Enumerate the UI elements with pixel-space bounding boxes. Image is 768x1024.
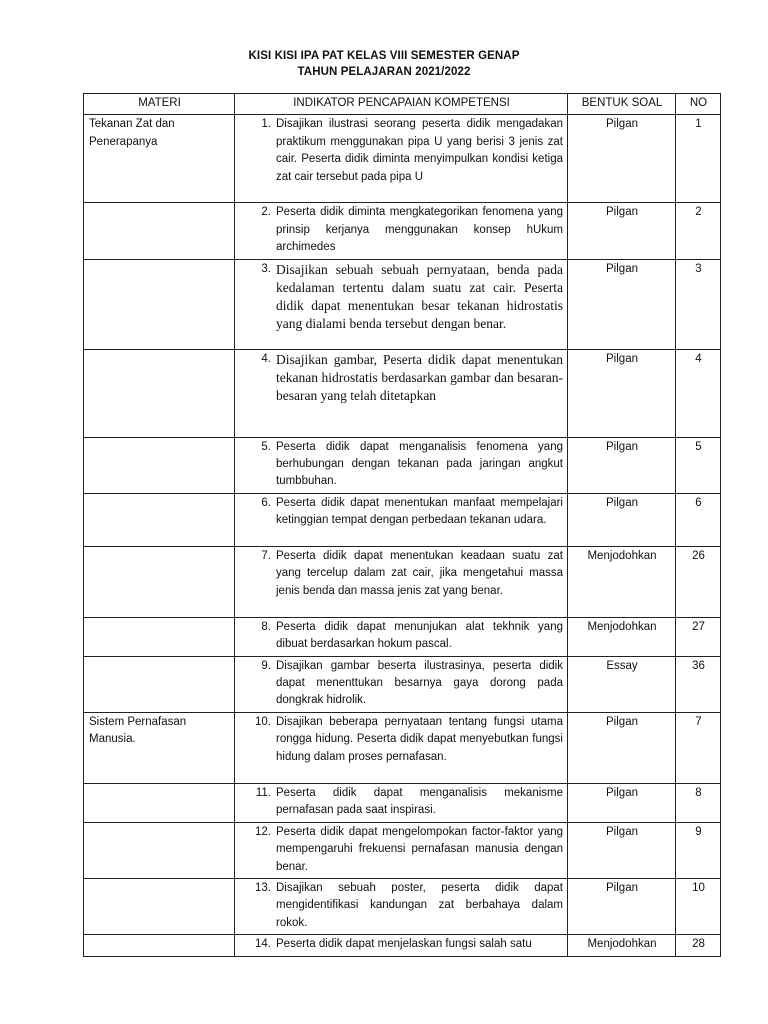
materi-cell bbox=[84, 493, 235, 546]
table-row bbox=[84, 203, 721, 259]
indikator-text: Disajikan beberapa pernyataan tentang fungsi utama rongga hidung. Peserta didik dapat menyebutkan fungsi hidung dalam proses pernafasan. bbox=[276, 715, 563, 763]
table-row bbox=[84, 783, 721, 822]
bentuk-soal-cell: Pilgan bbox=[568, 437, 676, 493]
materi-cell bbox=[84, 259, 235, 349]
bentuk-soal-cell: Menjodohkan bbox=[568, 935, 676, 956]
indikator-cell bbox=[235, 259, 568, 349]
indikator-cell bbox=[235, 349, 568, 437]
no-cell: 1 bbox=[676, 115, 721, 203]
indikator-cell bbox=[235, 437, 568, 493]
table-row bbox=[84, 259, 721, 349]
item-number: 11. bbox=[255, 786, 271, 799]
bentuk-soal-cell: Menjodohkan bbox=[568, 546, 676, 617]
no-cell: 10 bbox=[676, 878, 721, 934]
indikator-cell bbox=[235, 935, 568, 956]
indikator-text: Disajikan gambar beserta ilustrasinya, peserta didik dapat menenttukan besarnya gaya dorong pada dongkrak hidrolik. bbox=[276, 659, 563, 707]
item-number: 2. bbox=[261, 206, 271, 219]
indikator-cell bbox=[235, 617, 568, 656]
bentuk-soal-cell: Essay bbox=[568, 656, 676, 712]
materi-cell bbox=[84, 203, 235, 259]
item-number: 3. bbox=[261, 262, 271, 275]
indikator-cell bbox=[235, 822, 568, 878]
materi-cell: Sistem Pernafasan Manusia. bbox=[84, 712, 235, 783]
table-header-row bbox=[84, 94, 721, 115]
indikator-cell bbox=[235, 203, 568, 259]
table-row bbox=[84, 437, 721, 493]
item-number: 14. bbox=[255, 938, 271, 951]
header-materi: MATERI bbox=[84, 94, 235, 115]
materi-cell bbox=[84, 822, 235, 878]
bentuk-soal-cell: Pilgan bbox=[568, 349, 676, 437]
item-number: 4. bbox=[261, 352, 271, 365]
document-subtitle: TAHUN PELAJARAN 2021/2022 bbox=[297, 66, 471, 78]
indikator-text: Peserta didik dapat menunjukan alat tekhnik yang dibuat berdasarkan hokum pascal. bbox=[276, 620, 563, 651]
table-row bbox=[84, 935, 721, 956]
indikator-text: Peserta didik dapat menganalisis mekanisme pernafasan pada saat inspirasi. bbox=[276, 786, 563, 817]
item-number: 10. bbox=[255, 715, 271, 728]
materi-cell bbox=[84, 656, 235, 712]
indikator-text: Peserta didik dapat menganalisis fenomena yang berhubungan dengan tekanan pada jaringan angkut tumbbuhan. bbox=[276, 440, 563, 488]
indikator-cell bbox=[235, 656, 568, 712]
indikator-text: Disajikan gambar, Peserta didik dapat menentukan tekanan hidrostatis berdasarkan gambar dan besaran-besaran yang telah ditetapkan bbox=[276, 351, 563, 403]
no-cell: 4 bbox=[676, 349, 721, 437]
bentuk-soal-cell: Menjodohkan bbox=[568, 617, 676, 656]
item-number: 6. bbox=[261, 496, 271, 509]
bentuk-soal-cell: Pilgan bbox=[568, 259, 676, 349]
materi-cell bbox=[84, 437, 235, 493]
no-cell: 6 bbox=[676, 493, 721, 546]
materi-cell bbox=[84, 935, 235, 956]
table-row bbox=[84, 493, 721, 546]
materi-cell bbox=[84, 617, 235, 656]
table-row bbox=[84, 115, 721, 203]
item-number: 9. bbox=[261, 659, 271, 672]
table-row bbox=[84, 656, 721, 712]
no-cell: 3 bbox=[676, 259, 721, 349]
item-number: 7. bbox=[261, 549, 271, 562]
no-cell: 8 bbox=[676, 783, 721, 822]
kisi-kisi-table bbox=[83, 93, 721, 957]
document-title: KISI KISI IPA PAT KELAS VIII SEMESTER GENAP bbox=[248, 50, 520, 62]
no-cell: 7 bbox=[676, 712, 721, 783]
materi-cell bbox=[84, 349, 235, 437]
indikator-cell bbox=[235, 546, 568, 617]
item-number: 1. bbox=[261, 118, 271, 131]
no-cell: 5 bbox=[676, 437, 721, 493]
indikator-cell bbox=[235, 493, 568, 546]
indikator-text: Peserta didik dapat menjelaskan fungsi salah satu bbox=[276, 938, 532, 951]
indikator-cell bbox=[235, 712, 568, 783]
no-cell: 28 bbox=[676, 935, 721, 956]
indikator-text: Disajikan sebuah sebuah pernyataan, benda pada kedalaman tertentu dalam suatu zat cair. Peserta didik dapat menentukan besar tekanan hidrostatis yang dialami benda tersebut dengan benar. bbox=[276, 261, 563, 331]
indikator-text: Peserta didik dapat menentukan manfaat mempelajari ketinggian tempat dengan perbedaan tekanan udara. bbox=[276, 496, 563, 527]
table-row bbox=[84, 546, 721, 617]
bentuk-soal-cell: Pilgan bbox=[568, 493, 676, 546]
header-indikator: INDIKATOR PENCAPAIAN KOMPETENSI bbox=[235, 94, 568, 115]
table-row bbox=[84, 822, 721, 878]
no-cell: 36 bbox=[676, 656, 721, 712]
bentuk-soal-cell: Pilgan bbox=[568, 115, 676, 203]
indikator-cell bbox=[235, 783, 568, 822]
materi-cell bbox=[84, 546, 235, 617]
table-row bbox=[84, 617, 721, 656]
bentuk-soal-cell: Pilgan bbox=[568, 712, 676, 783]
item-number: 13. bbox=[255, 881, 271, 894]
materi-cell: Tekanan Zat dan Penerapanya bbox=[84, 115, 235, 203]
table-row bbox=[84, 878, 721, 934]
materi-cell bbox=[84, 878, 235, 934]
item-number: 8. bbox=[261, 620, 271, 633]
bentuk-soal-cell: Pilgan bbox=[568, 878, 676, 934]
indikator-text: Peserta didik dapat mengelompokan factor-faktor yang mempengaruhi frekuensi pernafasan manusia dengan benar. bbox=[276, 825, 563, 873]
bentuk-soal-cell: Pilgan bbox=[568, 203, 676, 259]
table-row bbox=[84, 712, 721, 783]
indikator-cell bbox=[235, 878, 568, 934]
no-cell: 26 bbox=[676, 546, 721, 617]
indikator-text: Disajikan ilustrasi seorang peserta didik mengadakan praktikum menggunakan pipa U yang berisi 3 jenis zat cair. Peserta didik diminta menyimpulkan kondisi ketiga zat cair tersebut pada pipa U bbox=[276, 118, 563, 183]
bentuk-soal-cell: Pilgan bbox=[568, 783, 676, 822]
no-cell: 2 bbox=[676, 203, 721, 259]
indikator-text: Peserta didik diminta mengkategorikan fenomena yang prinsip kerjanya menggunakan konsep hUkum archimedes bbox=[276, 206, 563, 254]
header-bentuk-soal: BENTUK SOAL bbox=[568, 94, 676, 115]
indikator-text: Peserta didik dapat menentukan keadaan suatu zat yang tercelup dalam zat cair, jika mengetahui massa jenis benda dan massa jenis zat yang benar. bbox=[276, 549, 563, 597]
indikator-text: Disajikan sebuah poster, peserta didik dapat mengidentifikasi kandungan zat berbahaya dalam rokok. bbox=[276, 881, 563, 929]
bentuk-soal-cell: Pilgan bbox=[568, 822, 676, 878]
table-row bbox=[84, 349, 721, 437]
item-number: 5. bbox=[261, 440, 271, 453]
header-no: NO bbox=[676, 94, 721, 115]
item-number: 12. bbox=[255, 825, 271, 838]
materi-cell bbox=[84, 783, 235, 822]
indikator-cell bbox=[235, 115, 568, 203]
no-cell: 9 bbox=[676, 822, 721, 878]
no-cell: 27 bbox=[676, 617, 721, 656]
